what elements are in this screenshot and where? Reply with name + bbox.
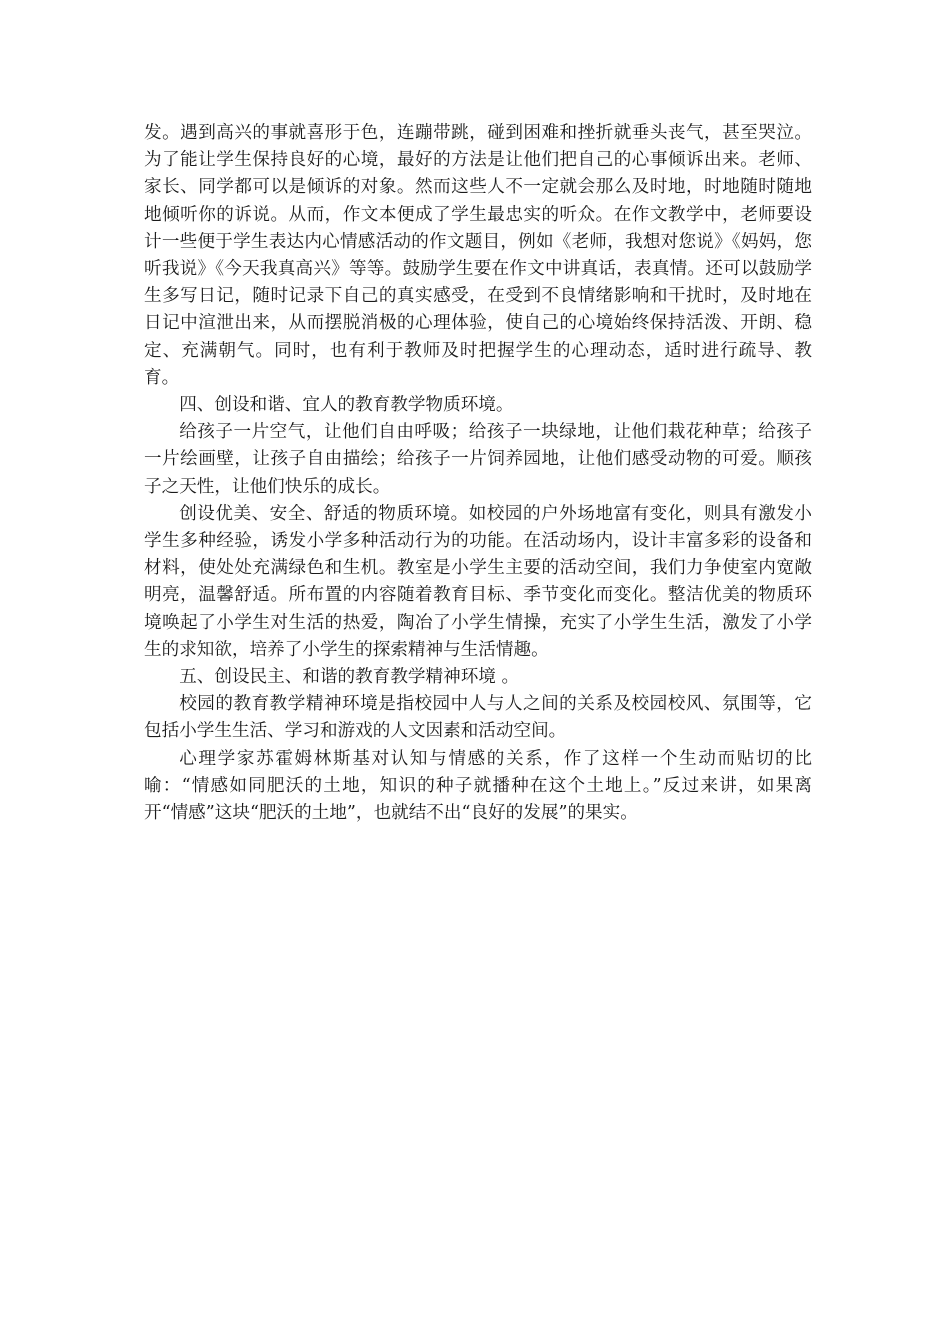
- paragraph-physical-environment: 创设优美、安全、舒适的物质环境。如校园的户外场地富有变化，则具有激发小学生多种经验，诱发小学多种活动行为的功能。在活动场内，设计丰富多彩的设备和材料，使处处充满绿色和生机。教室是小学生主要的活动空间，我们力争使室内宽敞明亮，温馨舒适。所布置的内容随着教育目标、季节变化而变化。整洁优美的物质环境唤起了小学生对生活的热爱，陶冶了小学生情操，充实了小学生生活，激发了小学生的求知欲，培养了小学生的探索精神与生活情趣。: [144, 503, 812, 660]
- paragraph-continuation: 发。遇到高兴的事就喜形于色，连蹦带跳，碰到困难和挫折就垂头丧气，甚至哭泣。为了能让学生保持良好的心境，最好的方法是让他们把自己的心事倾诉出来。老师、家长、同学都可以是倾诉的对象。然而这些人不一定就会那么及时地，时地随时随地地倾听你的诉说。从而，作文本便成了学生最忠实的听众。在作文教学中，老师要设计一些便于学生表达内心情感活动的作文题目，例如《老师，我想对您说》《妈妈，您听我说》《今天我真高兴》等等。鼓励学生要在作文中讲真话，表真情。还可以鼓励学生多写日记，随时记录下自己的真实感受，在受到不良情绪影响和干扰时，及时地在日记中渲泄出来，从而摆脱消极的心理体验，使自己的心境始终保持活泼、开朗、稳定、充满朝气。同时，也有利于教师及时把握学生的心理动态，适时进行疏导、教育。: [144, 123, 812, 388]
- section-heading-4: 四、创设和谐、宜人的教育教学物质环境。: [179, 395, 514, 416]
- document-body: [144, 120, 812, 827]
- paragraph-psychologist-quote: 心理学家苏霍姆林斯基对认知与情感的关系，作了这样一个生动而贴切的比喻：“情感如同肥沃的土地，知识的种子就播种在这个土地上。”反过来讲，如果离开“情感”这块“肥沃的土地”，也就结不出“良好的发展”的果实。: [144, 748, 812, 824]
- paragraph-spiritual-environment: 校园的教育教学精神环境是指校园中人与人之间的关系及校园校风、氛围等，它包括小学生生活、学习和游戏的人文因素和活动空间。: [144, 694, 812, 742]
- section-heading-5: 五、创设民主、和谐的教育教学精神环境 。: [179, 667, 520, 688]
- paragraph-give-children: 给孩子一片空气，让他们自由呼吸；给孩子一块绿地，让他们栽花种草；给孩子一片绘画壁，让孩子自由描绘；给孩子一片饲养园地，让他们感受动物的可爱。顺孩子之天性，让他们快乐的成长。: [144, 422, 812, 497]
